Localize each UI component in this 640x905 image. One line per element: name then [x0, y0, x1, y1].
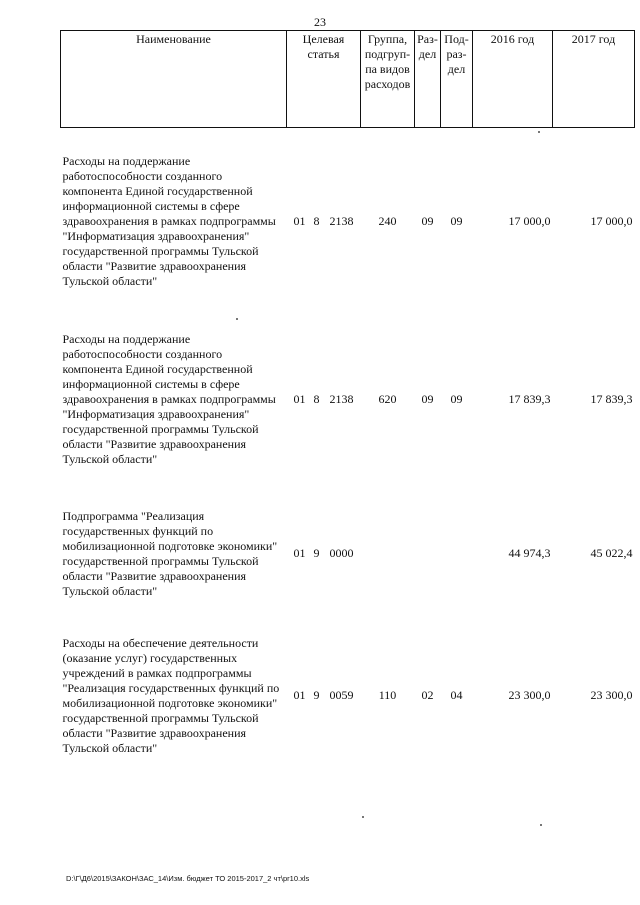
code-program: 01 [293, 546, 306, 560]
scan-speck [540, 824, 542, 826]
row-section [415, 492, 441, 616]
row-expense-group: 240 [378, 214, 397, 229]
row-expense-group [361, 492, 415, 616]
row-amount-2016: 44 974,3 [508, 546, 551, 560]
header-name: Наименование [61, 31, 287, 128]
row-amount-2016: 17 839,3 [508, 392, 551, 406]
row-amount-2017: 23 300,0 [590, 688, 633, 702]
header-section: Раз-дел [415, 31, 441, 128]
row-subsection: 04 [450, 688, 463, 702]
code-item: 0000 [329, 546, 354, 560]
row-name: Расходы на обеспечение деятельности (оказание услуг) государственных учреждений в рамках подпрограммы "Реализация государственных функций по мобилизационной подготовке экономики" государственной программы Тульской области "Развитие здравоохранения Тульской области" [62, 635, 280, 755]
header-year-2017: 2017 год [553, 31, 635, 128]
row-amount-2016: 17 000,0 [508, 214, 551, 229]
page-number: 23 [314, 15, 326, 29]
file-path-footer: D:\Г\Д6\2015\ЗАКОН\ЗАС_14\Изм. бюджет ТО 2015-2017_2 чт\pr10.xls [66, 874, 310, 883]
code-subprogram: 8 [313, 392, 320, 406]
code-subprogram: 8 [313, 214, 320, 229]
row-subsection [441, 492, 473, 616]
table-row [61, 308, 635, 492]
row-target-article [287, 308, 361, 492]
row-expense-group: 110 [378, 688, 397, 702]
row-amount-2016: 23 300,0 [508, 688, 551, 702]
row-target-article [287, 492, 361, 616]
header-subsection: Под-раз-дел [441, 31, 473, 128]
header-target-article: Целевая статья [287, 31, 361, 128]
row-name: Расходы на поддержание работоспособности созданного компонента Единой государственной информационной системы в сфере здравоохранения в рамках подпрограммы "Информатизация здравоохранения" государственной программы Тульской области "Развитие здравоохранения Тульской области" [62, 154, 276, 289]
table-row [61, 492, 635, 616]
row-section: 02 [421, 688, 434, 702]
code-item: 2138 [329, 214, 354, 229]
row-name: Расходы на поддержание работоспособности созданного компонента Единой государственной информационной системы в сфере здравоохранения в рамках подпрограммы "Информатизация здравоохранения" государственной программы Тульской области "Развитие здравоохранения Тульской области" [62, 332, 276, 466]
row-section: 09 [421, 392, 434, 406]
row-amount-2017: 17 839,3 [590, 392, 633, 406]
table-row [61, 128, 635, 308]
row-subsection: 09 [450, 392, 463, 406]
code-program: 01 [293, 688, 306, 702]
code-subprogram: 9 [313, 688, 320, 702]
scan-speck [362, 816, 364, 818]
code-item: 0059 [329, 688, 354, 702]
row-amount-2017: 17 000,0 [590, 214, 633, 229]
row-expense-group: 620 [378, 392, 397, 406]
row-amount-2017: 45 022,4 [590, 546, 633, 560]
scan-speck [538, 131, 540, 133]
row-section: 09 [421, 214, 434, 229]
row-target-article [287, 128, 361, 308]
table-row [61, 616, 635, 776]
code-subprogram: 9 [313, 546, 320, 560]
row-name: Подпрограмма "Реализация государственных функций по мобилизационной подготовке экономики" государственной программы Тульской области "Развитие здравоохранения Тульской области" [62, 508, 278, 598]
table-header-row [61, 31, 635, 128]
row-target-article [287, 616, 361, 776]
header-year-2016: 2016 год [473, 31, 553, 128]
code-item: 2138 [329, 392, 354, 406]
scan-speck [236, 318, 238, 320]
header-expense-group: Группа, подгруп-па видов расходов [361, 31, 415, 128]
budget-table [60, 30, 635, 776]
code-program: 01 [293, 392, 306, 406]
code-program: 01 [293, 214, 306, 229]
row-subsection: 09 [450, 214, 463, 229]
